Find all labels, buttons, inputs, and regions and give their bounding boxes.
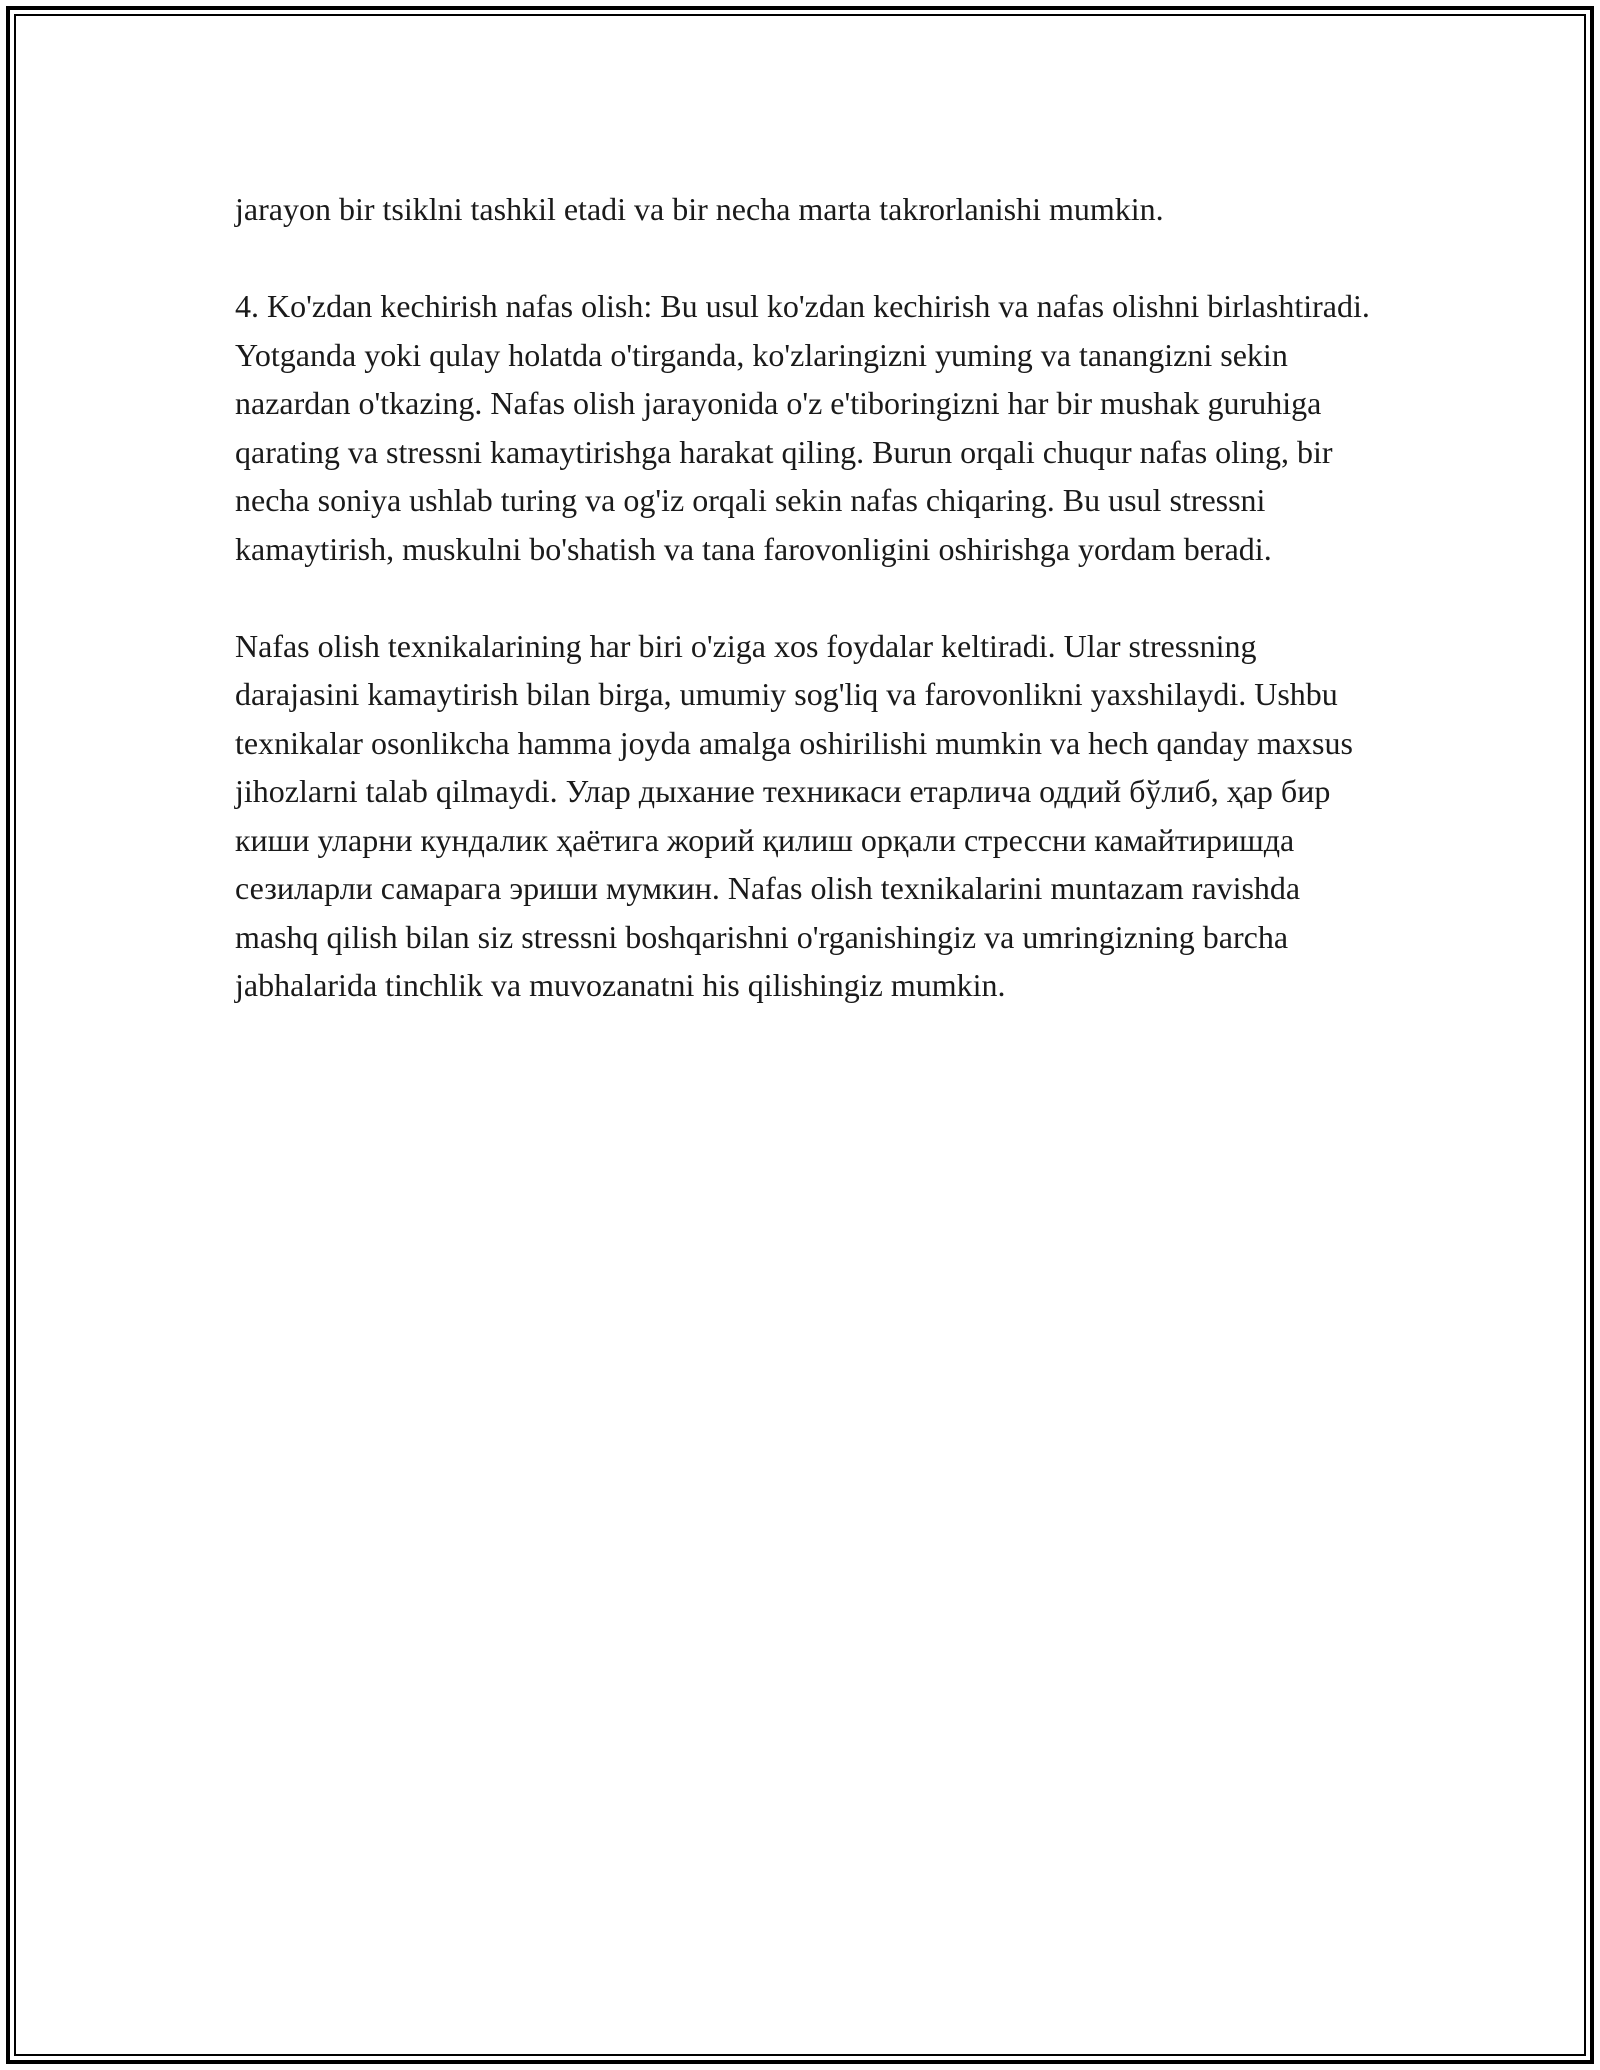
paragraph-technique-4: 4. Ko'zdan kechirish nafas olish: Bu usul ko'zdan kechirish va nafas olishni birlashtiradi. Yotganda yoki qulay holatda o'tirganda, ko'zlaringizni yuming va tanangizni sekin nazardan o'tkazing. Nafas olish jarayonida o'z e'tiboringizni har bir mushak guruhiga qarating va stressni kamaytirishga harakat qiling. Burun orqali chuqur nafas oling, bir necha soniya ushlab turing va og'iz orqali sekin nafas chiqaring. Bu usul stressni kamaytirish, muskulni bo'shatish va tana farovonligini oshirishga yordam beradi. (235, 288, 1370, 567)
paragraph-conclusion: Nafas olish texnikalarining har biri o'ziga xos foydalar keltiradi. Ular stressning darajasini kamaytirish bilan birga, umumiy sog'liq va farovonlikni yaxshilaydi. Ushbu texnikalar osonlikcha hamma joyda amalga oshirilishi mumkin va hech qanday maxsus jihozlarni talab qilmaydi. Улар дыхание техникаси етарлича оддий бўлиб, ҳар бир киши уларни кундалик ҳаётига жорий қилиш орқали стрессни камайтиришда сезиларли самарага эриши мумкин. Nafas olish texnikalarini muntazam ravishda mashq qilish bilan siz stressni boshqarishni o'rganishingiz va umringizning barcha jabhalarida tinchlik va muvozanatni his qilishingiz mumkin. (235, 627, 1353, 1003)
document-body (235, 185, 1385, 1010)
paragraph-continuation: jarayon bir tsiklni tashkil etadi va bir necha marta takrorlanishi mumkin. (235, 191, 1164, 227)
